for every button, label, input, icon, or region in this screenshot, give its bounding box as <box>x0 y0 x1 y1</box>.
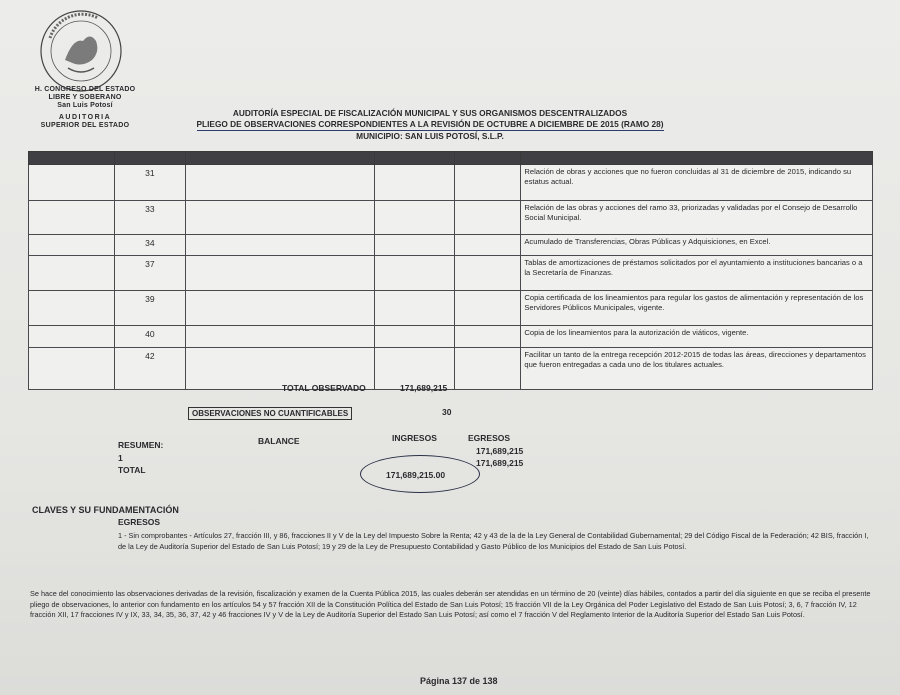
page-number: Página 137 de 138 <box>420 676 498 686</box>
resumen-total-egresos: 171,689,215 <box>476 458 524 468</box>
title-line-2: PLIEGO DE OBSERVACIONES CORRESPONDIENTES A LA REVISIÓN DE OCTUBRE A DICIEMBRE DE 2015 (RAMO 28) <box>197 119 664 132</box>
title-line-3: MUNICIPIO: SAN LUIS POTOSÍ, S.L.P. <box>356 131 504 141</box>
observation-number: 42 <box>114 348 185 390</box>
ingresos-label: INGRESOS <box>392 433 437 443</box>
institution-line-3: San Luis Potosí <box>57 102 113 109</box>
resumen-total-label: TOTAL <box>118 465 146 475</box>
table-cell <box>185 256 374 291</box>
table-row <box>29 326 873 348</box>
table-cell <box>185 235 374 256</box>
table-cell <box>455 291 521 326</box>
header-cell <box>521 152 873 165</box>
table-cell <box>29 165 115 201</box>
table-cell <box>374 256 455 291</box>
resumen-row-number: 1 <box>118 453 123 463</box>
resumen-total-ingresos: 171,689,215.00 <box>386 470 446 480</box>
observation-number: 31 <box>114 165 185 201</box>
table-cell <box>29 201 115 235</box>
table-cell <box>29 348 115 390</box>
document-title-block <box>150 108 710 142</box>
title-line-1: AUDITORÍA ESPECIAL DE FISCALIZACIÓN MUNICIPAL Y SUS ORGANISMOS DESCENTRALIZADOS <box>232 108 628 118</box>
claves-title: CLAVES Y SU FUNDAMENTACIÓN <box>32 505 179 515</box>
observation-number: 40 <box>114 326 185 348</box>
table-cell <box>185 201 374 235</box>
table-cell <box>29 235 115 256</box>
observations-table <box>28 151 873 390</box>
header-cell <box>185 152 374 165</box>
resumen-label: RESUMEN: <box>118 440 164 450</box>
table-cell <box>455 348 521 390</box>
observation-number: 34 <box>114 235 185 256</box>
no-cuantificables-value: 30 <box>442 407 452 417</box>
observation-description: Relación de obras y acciones que no fueron concluidas al 31 de diciembre de 2015, indicando su estatus actual. <box>521 165 873 201</box>
table-cell <box>455 165 521 201</box>
observation-description: Acumulado de Transferencias, Obras Públicas y Adquisiciones, en Excel. <box>521 235 873 256</box>
observation-description: Facilitar un tanto de la entrega recepción 2012-2015 de todas las áreas, direcciones y departamentos que fueron entregadas a cada uno de los titulares actuales. <box>521 348 873 390</box>
table-cell <box>185 165 374 201</box>
header-cell <box>455 152 521 165</box>
table-cell <box>185 291 374 326</box>
claves-subtitle: EGRESOS <box>118 517 161 527</box>
table-cell <box>455 235 521 256</box>
institution-block <box>20 86 150 130</box>
table-cell <box>374 326 455 348</box>
table-cell <box>455 326 521 348</box>
table-cell <box>29 326 115 348</box>
table-cell <box>29 291 115 326</box>
table-cell <box>374 165 455 201</box>
observation-description: Copia certificada de los lineamientos para regular los gastos de alimentación y representación de los Servidores Públicos Municipales, vigente. <box>521 291 873 326</box>
observation-description: Tablas de amortizaciones de préstamos solicitados por el ayuntamiento a instituciones bancarias o a la Secretaría de Finanzas. <box>521 256 873 291</box>
department-line-1: AUDITORIA <box>58 114 112 121</box>
header-cell <box>374 152 455 165</box>
resumen-row-egresos: 171,689,215 <box>476 446 524 456</box>
institution-line-1: H. CONGRESO DEL ESTADO <box>34 86 136 93</box>
total-observado-label: TOTAL OBSERVADO <box>282 383 366 393</box>
observation-description: Copia de los lineamientos para la autorización de viáticos, vigente. <box>521 326 873 348</box>
observation-number: 37 <box>114 256 185 291</box>
table-cell <box>374 201 455 235</box>
table-row <box>29 291 873 326</box>
table-row <box>29 201 873 235</box>
table-row <box>29 235 873 256</box>
table-cell <box>455 256 521 291</box>
claves-text: 1 - Sin comprobantes - Artículos 27, fracción III, y 86, fracciones II y V de la Ley del Impuesto Sobre la Renta; 42 y 43 de la de la Ley General de Contabilidad Gubernamental; 29 del Código Fiscal de la Federación; 42 BIS, fracción I, de la Ley de Auditoría Superior del Estado de San Luis Potosí; 19 y 29 de la Ley de Presupuesto Contabilidad y Gasto Público de los Municipios del Estado de San Luis Potosí. <box>118 531 869 551</box>
table-row <box>29 165 873 201</box>
no-cuantificables-label: OBSERVACIONES NO CUANTIFICABLES <box>188 407 352 420</box>
total-observado-value: 171,689,215 <box>400 383 448 393</box>
observation-description: Relación de las obras y acciones del ramo 33, priorizadas y validadas por el Consejo de Desarrollo Social Municipal. <box>521 201 873 235</box>
table-header-row <box>29 152 873 165</box>
observation-number: 33 <box>114 201 185 235</box>
header-cell <box>114 152 185 165</box>
legal-notice-paragraph: Se hace del conocimiento las observaciones derivadas de la revisión, fiscalización y examen de la Cuenta Pública 2015, las cuales deberán ser atendidas en un término de 20 (veinte) días hábiles, contados a partir del día siguiente en que se reciba el presente pliego de observaciones, lo anterior con fundamento en los artículos 54 y 57 fracción XII de la Constitución Política del Estado de San Luis Potosí; 15 fracción VII de la Ley Orgánica del Poder Legislativo del Estado de San Luis Potosí; 3, 6, 7 fracción IV, 12 fracción XII, 17 fracciones IV y IX, 33, 34, 35, 36, 37, 42 y 46 fracciones IV y V de la Ley de Auditoría Superior del Estado San Luis Potosí; así como el 7 fracción V del Reglamento Interior de la Auditoría Superior del Estado San Luis Potosí. <box>30 589 871 619</box>
table-cell <box>374 235 455 256</box>
table-row <box>29 348 873 390</box>
egresos-label: EGRESOS <box>468 433 511 443</box>
table-cell <box>29 256 115 291</box>
table-cell <box>374 291 455 326</box>
observation-number: 39 <box>114 291 185 326</box>
table-cell <box>185 326 374 348</box>
institution-line-2: LIBRE Y SOBERANO <box>48 94 122 101</box>
table-row <box>29 256 873 291</box>
handwritten-circle-mark <box>360 455 480 493</box>
mexican-seal-logo <box>38 8 124 94</box>
department-line-2: SUPERIOR DEL ESTADO <box>40 122 130 129</box>
table-cell <box>455 201 521 235</box>
balance-label: BALANCE <box>258 436 300 446</box>
header-cell <box>29 152 115 165</box>
